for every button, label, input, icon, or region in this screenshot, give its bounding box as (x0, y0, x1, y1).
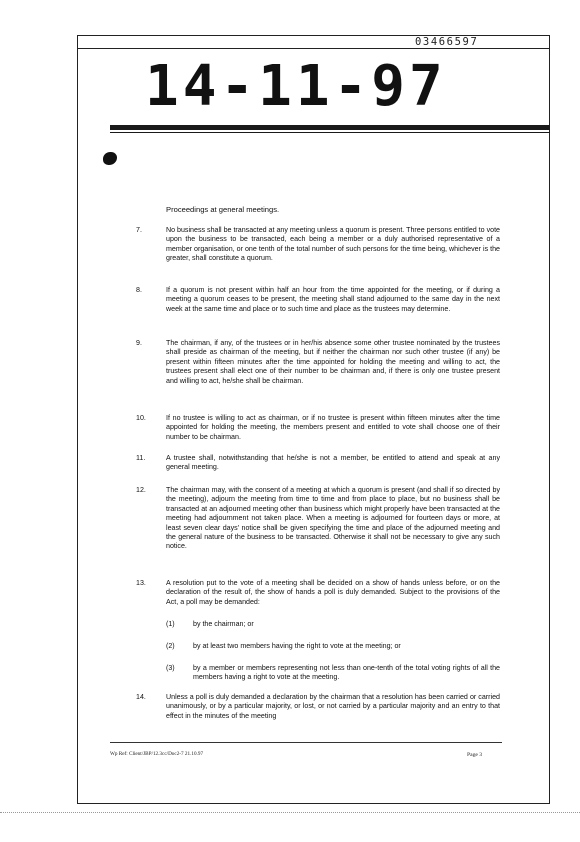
stamp-rule-thin (110, 132, 550, 133)
scan-edge-line (0, 812, 580, 813)
section-heading: Proceedings at general meetings. (166, 205, 280, 214)
subclause-number: (2) (166, 642, 175, 650)
clause-number: 9. (136, 339, 142, 347)
clause-text: The chairman may, with the consent of a meeting at which a quorum is present (and shall if so directed by the meeting), adjourn the meeting from time to time and from place to place, but no business shall be transacted at an adjourned meeting other than business which might properly have been transacted at the meeting had adjournment not taken place. When a meeting is adjourned for fourteen days or more, at least seven clear days' notice shall be given specifying the time and place of the adjourned meeting and the general nature of the business to be transacted. Otherwise it shall not be necessary to give any such notice. (166, 486, 500, 551)
clause-text: Unless a poll is duly demanded a declaration by the chairman that a resolution has been carried or carried unanimously, or by a particular majority, or lost, or not carried by a particular majority and an entry to that effect in the minutes of the meeting (166, 693, 500, 720)
clause-number: 7. (136, 226, 142, 234)
subclause-number: (3) (166, 664, 175, 672)
company-ref-number: 03466597 (415, 36, 479, 48)
subclause-text: by at least two members having the right to vote at the meeting; or (193, 642, 401, 650)
clause-text: If no trustee is willing to act as chairman, or if no trustee is present within fifteen minutes after the time appointed for holding the meeting, the members present and entitled to vote shall choose one of their number to be chairman. (166, 414, 500, 441)
stamp-rule-thick (110, 125, 550, 130)
clause-text: If a quorum is not present within half an hour from the time appointed for the meeting, or if during a meeting a quorum ceases to be present, the meeting shall stand adjourned to the same day in the next week at the same time and place or to such time and place as the trustees may determine. (166, 286, 500, 313)
clause-text: A resolution put to the vote of a meeting shall be decided on a show of hands unless before, or on the declaration of the result of, the show of hands a poll is duly demanded. Subject to the provisions of the Act, a poll may be demanded: (166, 579, 500, 606)
clause-number: 10. (136, 414, 146, 422)
clause-number: 13. (136, 579, 146, 587)
clause-number: 12. (136, 486, 146, 494)
clause-number: 8. (136, 286, 142, 294)
clause-text: A trustee shall, notwithstanding that he/she is not a member, be entitled to attend and speak at any general meeting. (166, 454, 500, 472)
clause-number: 14. (136, 693, 146, 701)
page-number: Page 3 (467, 752, 483, 758)
header-divider (77, 48, 550, 49)
date-stamp: 14-11-97 (145, 54, 447, 119)
subclause-text: by a member or members representing not less than one-tenth of the total voting rights of all the members having a right to vote at the meeting. (193, 664, 500, 682)
subclause-text: by the chairman; or (193, 620, 254, 628)
footer-reference: Wp Ref: Client/JBP/12.3cc/Doc2-7 21.10.97 (110, 751, 204, 757)
footer-divider (110, 742, 502, 743)
subclause-number: (1) (166, 620, 175, 628)
clause-text: No business shall be transacted at any meeting unless a quorum is present. Three persons entitled to vote upon the business to be transacted, each being a member or a duly authorised representative of a member organisation, or one tenth of the total number of such persons for the time being, whichever is the greater, shall constitute a quorum. (166, 226, 500, 263)
clause-text: The chairman, if any, of the trustees or in her/his absence some other trustee nominated by the trustees shall preside as chairman of the meeting, but if neither the chairman nor such other trustee (if any) be present within fifteen minutes after the time appointed for holding the meeting and willing to act, the trustees present shall elect one of their number to be chairman and, if there is only one trustee present and willing to act, he/she shall be chairman. (166, 339, 500, 385)
clause-number: 11. (136, 454, 146, 462)
